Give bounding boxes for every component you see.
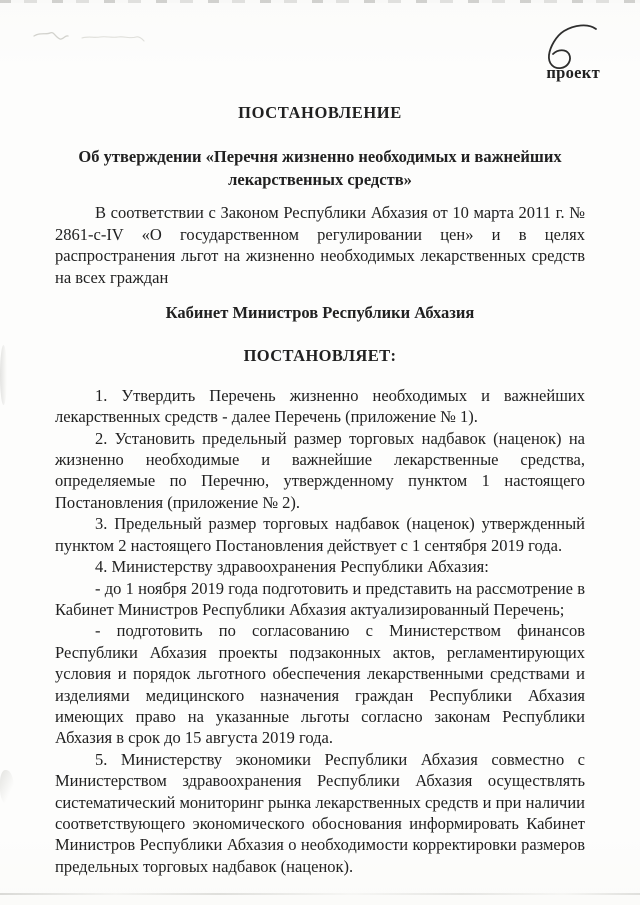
document-subtitle: Об утверждении «Перечня жизненно необходимых и важнейших лекарственных средств» xyxy=(78,147,562,190)
issuing-authority: Кабинет Министров Республики Абхазия xyxy=(165,303,475,323)
scan-artifact-smudge xyxy=(0,345,7,405)
draft-label: проект xyxy=(546,63,600,82)
pencil-scribble-mark xyxy=(30,24,170,56)
resolution-item-4: 4. Министерству здравоохранения Республики Абхазия: xyxy=(95,557,489,577)
document-body xyxy=(55,102,585,877)
resolution-item-1: 1. Утвердить Перечень жизненно необходимых и важнейших лекарственных средств - далее Перечень (приложение № 1). xyxy=(55,385,585,427)
resolution-item-5: 5. Министерству экономики Республики Абхазия совместно с Министерством здравоохранения Республики Абхазия осуществлять систематический мониторинг рынка лекарственных средств и при наличии соответствующего экономического обоснования информировать Кабинет Министров Республики Абхазия о необходимости корректировки размеров предельных торговых надбавок (наценок). xyxy=(55,749,585,876)
scan-artifact-smudge xyxy=(0,770,14,804)
scan-artifact-bottom-edge xyxy=(0,893,640,895)
preamble-paragraph: В соответствии с Законом Республики Абхазия от 10 марта 2011 г. № 2861-с-IV «О государственном регулировании цен» и в целях распространения льгот на жизненно необходимых лекарственных средств на всех граждан xyxy=(55,203,585,287)
scan-artifact-top-edge xyxy=(0,0,640,3)
resolution-item-2: 2. Установить предельный размер торговых надбавок (наценок) на жизненно необходимые и важнейшие лекарственные средства, определяемые по Перечню, утвержденному пунктом 1 настоящего Постановления (приложение № 2). xyxy=(55,428,585,512)
resolution-item-3: 3. Предельный размер торговых надбавок (наценок) утвержденный пунктом 2 настоящего Постановления действует с 1 сентября 2019 года. xyxy=(55,514,585,555)
document-title: ПОСТАНОВЛЕНИЕ xyxy=(238,103,402,122)
resolution-word: ПОСТАНОВЛЯЕТ: xyxy=(243,346,397,366)
resolution-item-4-sub-1: - до 1 ноября 2019 года подготовить и представить на рассмотрение в Кабинет Министров Республики Абхазия актуализированный Перечень; xyxy=(55,578,585,619)
resolution-item-4-sub-2: - подготовить по согласованию с Министерством финансов Республики Абхазия проекты подзаконных актов, регламентирующих условия и порядок льготного обеспечения лекарственными средствами и изделиями медицинского назначения граждан Республики Абхазия имеющих право на указанные льготы согласно законам Республики Абхазия в срок до 15 августа 2019 года. xyxy=(55,621,585,748)
resolution-items xyxy=(55,385,585,877)
